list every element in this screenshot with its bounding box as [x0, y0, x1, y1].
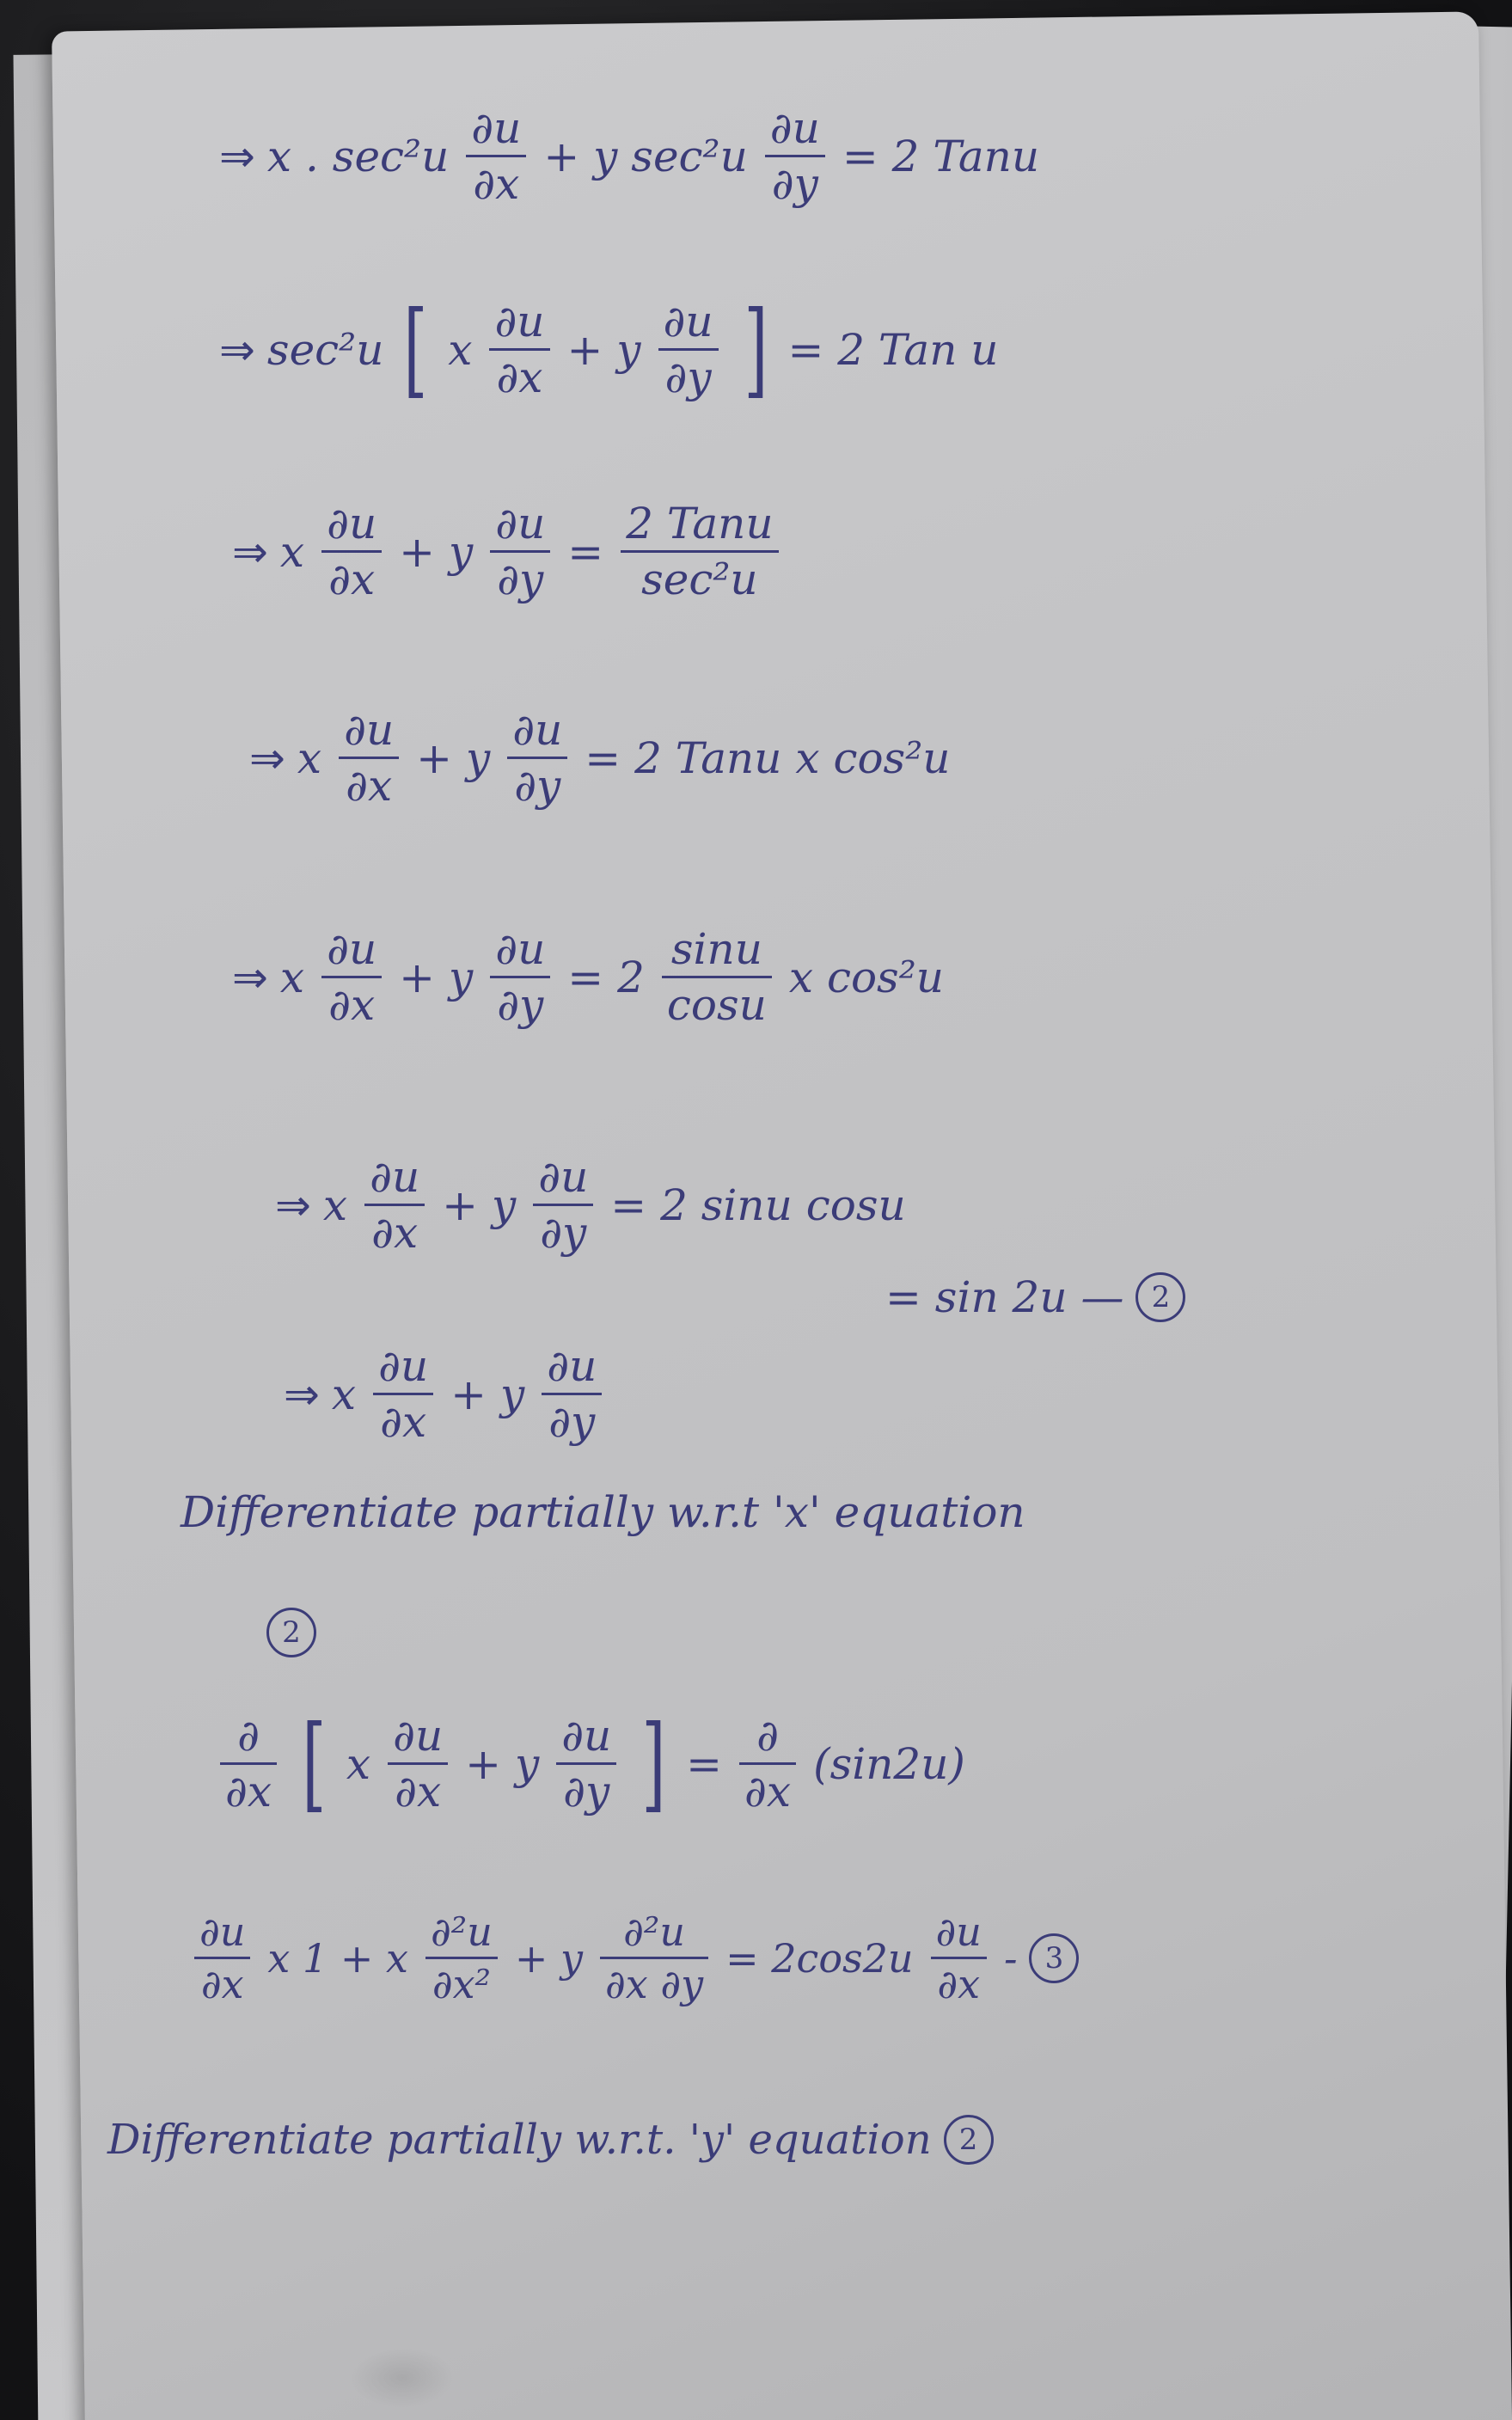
term: + y: [450, 1369, 525, 1419]
fraction: $\frac{\partial u}{\partial x}$: [364, 1152, 425, 1258]
term: x 1 + x: [267, 1934, 408, 1982]
fraction: $\frac{\partial u}{\partial y}$: [658, 297, 719, 402]
fraction: $\frac{\partial}{\partial x}$: [739, 1711, 796, 1817]
equation-number: 2: [944, 2115, 994, 2165]
right-bracket: ]: [743, 289, 768, 409]
left-bracket: [: [403, 289, 428, 409]
fraction: $\frac{\partial u}{\partial x}$: [194, 1908, 250, 2007]
fraction: $\frac{\partial u}{\partial y}$: [542, 1341, 602, 1447]
term: (sin2u): [813, 1738, 965, 1789]
instruction-text-1-number: [266, 1608, 316, 1657]
term: =: [567, 526, 604, 577]
equation-number: 3: [1029, 1933, 1079, 1983]
term: x: [346, 1738, 371, 1789]
term: + y: [465, 1738, 540, 1789]
implies-arrow: ⇒: [219, 131, 255, 181]
implies-arrow: ⇒: [232, 526, 268, 577]
fraction: $\frac{\text{∂²u}}{\partial x \partial y}$: [600, 1908, 708, 2007]
equation-line-1: [219, 103, 1039, 209]
term: = 2 Tanu x cos²u: [585, 732, 951, 783]
implies-arrow: ⇒: [232, 952, 268, 1002]
fraction: $\frac{\partial u}{\partial x}$: [321, 924, 382, 1030]
term: x: [279, 526, 305, 577]
fraction: $\frac{\sin u}{\cos u}$: [662, 924, 772, 1030]
fraction: $\frac{\partial u}{\partial x}$: [931, 1908, 987, 2007]
equation-line-8: [284, 1341, 607, 1447]
term: =: [686, 1738, 722, 1789]
fraction: $\frac{\partial u}{\partial y}$: [507, 705, 567, 811]
fraction: $\frac{\partial}{\partial x}$: [220, 1711, 277, 1817]
equation-line-2: [219, 289, 999, 409]
equation-line-3: [232, 499, 784, 604]
smudge: [351, 2347, 455, 2409]
term: x cos²u: [788, 952, 944, 1002]
left-bracket: [: [302, 1703, 327, 1823]
term: + y sec²u: [543, 131, 748, 181]
term: -: [1003, 1934, 1018, 1982]
fraction: $\frac{\partial u}{\partial x}$: [489, 297, 549, 402]
fraction: $\frac{\partial u}{\partial y}$: [533, 1152, 593, 1258]
fraction: $\frac{\partial u}{\partial x}$: [466, 103, 526, 209]
implies-arrow: ⇒: [284, 1369, 320, 1419]
term: x: [279, 952, 305, 1002]
term: x . sec²u: [266, 131, 450, 181]
equation-number: 2: [266, 1608, 316, 1657]
equation-line-4: [249, 705, 950, 811]
fraction: $\frac{\partial u}{\partial y}$: [490, 924, 550, 1030]
term: + y: [514, 1934, 583, 1982]
term: = 2cos2u: [725, 1934, 914, 1982]
equation-line-6: [275, 1152, 906, 1258]
equation-line-10: [189, 1908, 1079, 2007]
equation-line-5: [232, 924, 944, 1030]
fraction: $\frac{\partial u}{\partial x}$: [373, 1341, 433, 1447]
equation-number: 2: [1136, 1272, 1185, 1322]
instruction-text-2: [107, 2115, 994, 2165]
fraction: $\frac{\text{2 Tanu}}{\text{sec²u}}$: [621, 499, 778, 604]
equation-line-9: [215, 1703, 965, 1823]
term: x: [297, 732, 322, 783]
fraction: $\frac{\partial u}{\partial x}$: [321, 499, 382, 604]
instruction-text: Differentiate partially w.r.t 'x' equation: [181, 1487, 1025, 1537]
term: + y: [442, 1179, 517, 1230]
fraction: $\frac{\text{∂²u}}{\text{∂x²}}$: [425, 1908, 498, 2007]
fraction: $\frac{\partial u}{\partial x}$: [388, 1711, 448, 1817]
equation-line-7: [885, 1272, 1185, 1322]
term: = sin 2u —: [885, 1272, 1124, 1322]
term: = 2 Tanu: [842, 131, 1040, 181]
term: + y: [399, 952, 474, 1002]
term: = 2 sinu cosu: [610, 1179, 906, 1230]
fraction: $\frac{\partial u}{\partial y}$: [556, 1711, 616, 1817]
fraction: $\frac{\partial u}{\partial y}$: [765, 103, 825, 209]
instruction-text: Differentiate partially w.r.t. 'y' equation: [107, 2116, 932, 2164]
implies-arrow: ⇒: [275, 1179, 311, 1230]
term: x: [448, 324, 473, 375]
right-bracket: ]: [641, 1703, 666, 1823]
term: + y: [416, 732, 491, 783]
term: + y: [566, 324, 641, 375]
term: x: [322, 1179, 348, 1230]
term: = 2: [567, 952, 645, 1002]
term: + y: [399, 526, 474, 577]
term: x: [331, 1369, 357, 1419]
term: sec²u: [266, 324, 384, 375]
instruction-text-1: [181, 1487, 1025, 1537]
term: = 2 Tan u: [787, 324, 999, 375]
implies-arrow: ⇒: [219, 324, 255, 375]
fraction: $\frac{\partial u}{\partial y}$: [490, 499, 550, 604]
fraction: $\frac{\partial u}{\partial x}$: [339, 705, 399, 811]
implies-arrow: ⇒: [249, 732, 285, 783]
